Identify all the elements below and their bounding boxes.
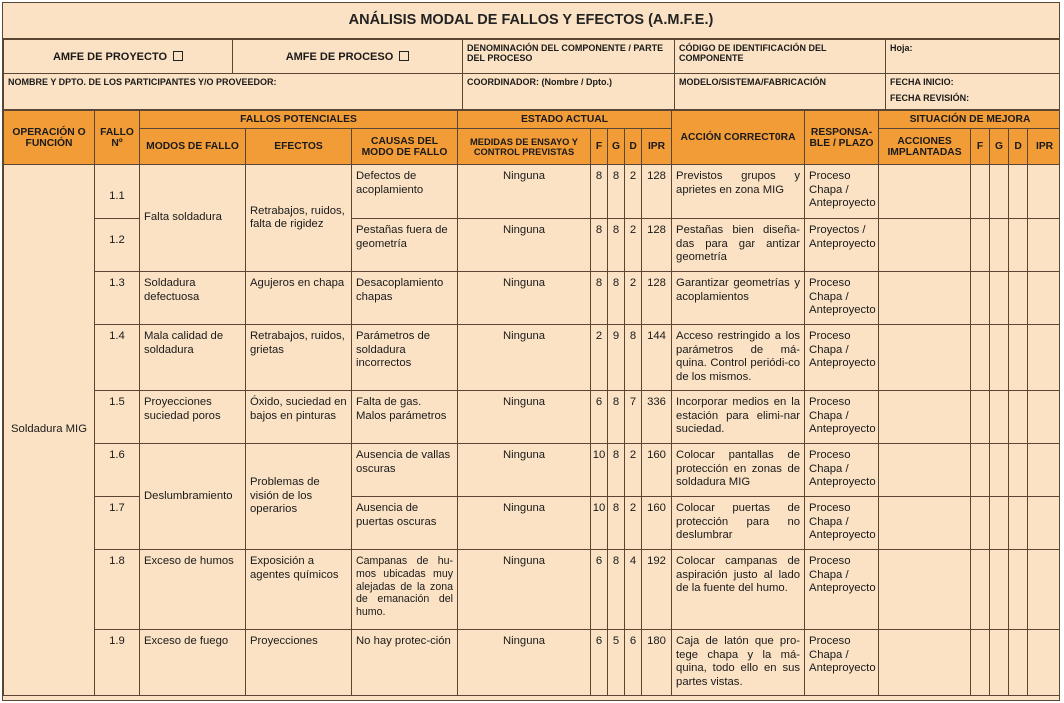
- modo-cell: Soldadura defectuosa: [140, 272, 246, 325]
- amfe-proyecto-checkbox[interactable]: [173, 51, 183, 61]
- d2-cell[interactable]: [1009, 325, 1028, 391]
- efecto-cell: Retrabajos, ruidos, grietas: [246, 325, 352, 391]
- medida-cell: Ninguna: [458, 272, 591, 325]
- ipr-cell: 128: [642, 219, 672, 272]
- amfe-proceso-label: AMFE DE PROCESO: [285, 51, 394, 63]
- modo-cell: Falta soldadura: [140, 165, 246, 272]
- ipr-cell: 160: [642, 497, 672, 550]
- causa-cell: Falta de gas. Malos parámetros: [352, 391, 458, 444]
- implantadas-cell[interactable]: [879, 165, 971, 219]
- ipr2-cell[interactable]: [1028, 391, 1060, 444]
- g-cell: 5: [608, 630, 625, 696]
- causa-cell: Ausencia de puertas oscuras: [352, 497, 458, 550]
- ipr2-cell[interactable]: [1028, 550, 1060, 630]
- d2-cell[interactable]: [1009, 219, 1028, 272]
- col-modos: MODOS DE FALLO: [140, 129, 246, 165]
- causa-cell: Pestañas fuera de geometría: [352, 219, 458, 272]
- f-cell: 6: [591, 630, 608, 696]
- modo-cell: Mala calidad de soldadura: [140, 325, 246, 391]
- causa-cell: No hay protec-ción: [352, 630, 458, 696]
- f-cell: 10: [591, 497, 608, 550]
- causa-cell: Desacoplamiento chapas: [352, 272, 458, 325]
- causa-cell: Parámetros de soldadura incorrectos: [352, 325, 458, 391]
- d-cell: 2: [625, 219, 642, 272]
- accion-cell: Pestañas bien diseña-das para gar antizar geometría: [672, 219, 805, 272]
- fallo-cell: 1.9: [95, 630, 140, 696]
- resp-cell: Proceso Chapa / Anteproyecto: [805, 630, 879, 696]
- modo-cell: Exceso de fuego: [140, 630, 246, 696]
- f-cell: 8: [591, 165, 608, 219]
- g-cell: 8: [608, 497, 625, 550]
- ipr-cell: 160: [642, 444, 672, 497]
- d-cell: 2: [625, 272, 642, 325]
- efecto-cell: Óxido, suciedad en bajos en pinturas: [246, 391, 352, 444]
- resp-cell: Proceso Chapa / Anteproyecto: [805, 550, 879, 630]
- resp-cell: Proceso Chapa / Anteproyecto: [805, 272, 879, 325]
- g2-cell[interactable]: [990, 325, 1009, 391]
- table-row: [4, 630, 1061, 696]
- col-d: D: [625, 129, 642, 165]
- col-efectos: EFECTOS: [246, 129, 352, 165]
- col-g: G: [608, 129, 625, 165]
- d2-cell[interactable]: [1009, 550, 1028, 630]
- col-group-estado: ESTADO ACTUAL: [458, 111, 672, 129]
- info-header: [3, 39, 1060, 110]
- medida-cell: Ninguna: [458, 219, 591, 272]
- d-cell: 2: [625, 165, 642, 219]
- amfe-proceso-checkbox[interactable]: [399, 51, 409, 61]
- implantadas-cell[interactable]: [879, 550, 971, 630]
- ipr-cell: 336: [642, 391, 672, 444]
- efecto-cell: Agujeros en chapa: [246, 272, 352, 325]
- efecto-cell: Retrabajos, ruidos, falta de rigidez: [246, 165, 352, 272]
- amfe-proceso-option[interactable]: [233, 40, 463, 74]
- sheet-title: ANÁLISIS MODAL DE FALLOS Y EFECTOS (A.M.F.E.): [3, 3, 1059, 39]
- modo-cell: Deslumbramiento: [140, 444, 246, 550]
- codigo-field[interactable]: CÓDIGO DE IDENTIFICACIÓN DEL COMPONENTE: [675, 40, 886, 74]
- fallo-cell: 1.8: [95, 550, 140, 630]
- accion-cell: Previstos grupos y aprietes en zona MIG: [672, 165, 805, 219]
- col-operacion: OPERACIÓN O FUNCIÓN: [4, 111, 95, 165]
- d-cell: 2: [625, 497, 642, 550]
- ipr2-cell[interactable]: [1028, 219, 1060, 272]
- col-g2: G: [990, 129, 1009, 165]
- f2-cell[interactable]: [971, 444, 990, 497]
- implantadas-cell[interactable]: [879, 497, 971, 550]
- table-row: [4, 444, 1061, 497]
- fecha-revision-label: FECHA REVISIÓN:: [890, 93, 970, 103]
- ipr2-cell[interactable]: [1028, 497, 1060, 550]
- f2-cell[interactable]: [971, 391, 990, 444]
- resp-cell: Proceso Chapa / Anteproyecto: [805, 165, 879, 219]
- d2-cell[interactable]: [1009, 272, 1028, 325]
- g2-cell[interactable]: [990, 497, 1009, 550]
- col-group-fallos: FALLOS POTENCIALES: [140, 111, 458, 129]
- medida-cell: Ninguna: [458, 630, 591, 696]
- g-cell: 8: [608, 391, 625, 444]
- amfe-proyecto-option[interactable]: [4, 40, 233, 74]
- operacion-cell: Soldadura MIG: [4, 165, 95, 696]
- accion-cell: Acceso restringido a los parámetros de má-quina. Control periódi-co de los mismos.: [672, 325, 805, 391]
- ipr2-cell[interactable]: [1028, 444, 1060, 497]
- accion-cell: Colocar pantallas de protección en zonas de soldadura MIG: [672, 444, 805, 497]
- modo-cell: Exceso de humos: [140, 550, 246, 630]
- causa-cell: Defectos de acoplamiento: [352, 165, 458, 219]
- medida-cell: Ninguna: [458, 391, 591, 444]
- modo-cell: Proyecciones suciedad poros: [140, 391, 246, 444]
- table-row: [4, 550, 1061, 630]
- resp-cell: Proceso Chapa / Anteproyecto: [805, 497, 879, 550]
- g-cell: 8: [608, 272, 625, 325]
- col-d2: D: [1009, 129, 1028, 165]
- g2-cell[interactable]: [990, 444, 1009, 497]
- fallo-cell: 1.7: [95, 497, 140, 550]
- accion-cell: Garantizar geometrías y acoplamientos: [672, 272, 805, 325]
- resp-cell: Proceso Chapa / Anteproyecto: [805, 444, 879, 497]
- f-cell: 2: [591, 325, 608, 391]
- coordinador-field[interactable]: COORDINADOR: (Nombre / Dpto.): [463, 74, 675, 110]
- accion-cell: Colocar campanas de aspiración justo al lado de la fuente del humo.: [672, 550, 805, 630]
- col-causas: CAUSAS DEL MODO DE FALLO: [352, 129, 458, 165]
- ipr-cell: 144: [642, 325, 672, 391]
- d2-cell[interactable]: [1009, 391, 1028, 444]
- medida-cell: Ninguna: [458, 444, 591, 497]
- efecto-cell: Proyecciones: [246, 630, 352, 696]
- f-cell: 6: [591, 550, 608, 630]
- d-cell: 4: [625, 550, 642, 630]
- f2-cell[interactable]: [971, 550, 990, 630]
- causa-cell: Ausencia de vallas oscuras: [352, 444, 458, 497]
- ipr2-cell[interactable]: [1028, 272, 1060, 325]
- g-cell: 9: [608, 325, 625, 391]
- d2-cell[interactable]: [1009, 165, 1028, 219]
- accion-cell: Incorporar medios en la estación para elimi-nar suciedad.: [672, 391, 805, 444]
- table-row: [4, 272, 1061, 325]
- ipr-cell: 128: [642, 165, 672, 219]
- fechas-field[interactable]: [886, 74, 1061, 110]
- table-row: [4, 391, 1061, 444]
- g2-cell[interactable]: [990, 272, 1009, 325]
- f-cell: 8: [591, 219, 608, 272]
- f-cell: 6: [591, 391, 608, 444]
- ipr-cell: 180: [642, 630, 672, 696]
- col-accion: ACCIÓN CORRECT0RA: [672, 111, 805, 165]
- d-cell: 2: [625, 444, 642, 497]
- d2-cell[interactable]: [1009, 444, 1028, 497]
- fallo-cell: 1.3: [95, 272, 140, 325]
- f-cell: 8: [591, 272, 608, 325]
- g-cell: 8: [608, 444, 625, 497]
- g2-cell[interactable]: [990, 391, 1009, 444]
- medida-cell: Ninguna: [458, 550, 591, 630]
- amfe-sheet: [2, 2, 1060, 701]
- hoja-field[interactable]: Hoja:: [886, 40, 1061, 74]
- implantadas-cell[interactable]: [879, 219, 971, 272]
- col-responsable: RESPONSA-BLE / PLAZO: [805, 111, 879, 165]
- ipr-cell: 192: [642, 550, 672, 630]
- col-ipr2: IPR: [1028, 129, 1060, 165]
- causa-cell: Campanas de hu-mos ubicadas muy alejadas de la zona de emanación del humo.: [352, 550, 458, 630]
- fallo-cell: 1.4: [95, 325, 140, 391]
- medida-cell: Ninguna: [458, 325, 591, 391]
- table-row: [4, 325, 1061, 391]
- implantadas-cell[interactable]: [879, 272, 971, 325]
- g2-cell[interactable]: [990, 219, 1009, 272]
- amfe-proyecto-label: AMFE DE PROYECTO: [52, 51, 168, 63]
- d-cell: 7: [625, 391, 642, 444]
- fecha-inicio-label: FECHA INICIO:: [890, 77, 954, 87]
- fallo-cell: 1.1: [95, 165, 140, 219]
- f2-cell[interactable]: [971, 325, 990, 391]
- g-cell: 8: [608, 165, 625, 219]
- f-cell: 10: [591, 444, 608, 497]
- col-acciones-implantadas: ACCIONES IMPLANTADAS: [879, 129, 971, 165]
- medida-cell: Ninguna: [458, 497, 591, 550]
- col-group-situacion: SITUACIÓN DE MEJORA: [879, 111, 1060, 129]
- implantadas-cell[interactable]: [879, 630, 971, 696]
- resp-cell: Proceso Chapa / Anteproyecto: [805, 325, 879, 391]
- ipr2-cell[interactable]: [1028, 325, 1060, 391]
- implantadas-cell[interactable]: [879, 325, 971, 391]
- g2-cell[interactable]: [990, 165, 1009, 219]
- accion-cell: Colocar puertas de protección para no deslumbrar: [672, 497, 805, 550]
- modelo-field[interactable]: MODELO/SISTEMA/FABRICACIÓN: [675, 74, 886, 110]
- d2-cell[interactable]: [1009, 630, 1028, 696]
- col-fallo-n: FALLO Nº: [95, 111, 140, 165]
- f2-cell[interactable]: [971, 165, 990, 219]
- efecto-cell: Problemas de visión de los operarios: [246, 444, 352, 550]
- resp-cell: Proyectos / Anteproyecto: [805, 219, 879, 272]
- col-f2: F: [971, 129, 990, 165]
- f2-cell[interactable]: [971, 497, 990, 550]
- f2-cell[interactable]: [971, 630, 990, 696]
- implantadas-cell[interactable]: [879, 444, 971, 497]
- resp-cell: Proceso Chapa / Anteproyecto: [805, 391, 879, 444]
- accion-cell: Caja de latón que pro-tege chapa y la má-quina, todo ello en sus partes vistas.: [672, 630, 805, 696]
- f2-cell[interactable]: [971, 272, 990, 325]
- d-cell: 8: [625, 325, 642, 391]
- implantadas-cell[interactable]: [879, 391, 971, 444]
- efecto-cell: Exposición a agentes químicos: [246, 550, 352, 630]
- medida-cell: Ninguna: [458, 165, 591, 219]
- participantes-field[interactable]: NOMBRE Y DPTO. DE LOS PARTICIPANTES Y/O PROVEEDOR:: [4, 74, 463, 110]
- col-medidas: MEDIDAS DE ENSAYO Y CONTROL PREVISTAS: [458, 129, 591, 165]
- amfe-table: [3, 110, 1060, 696]
- g2-cell[interactable]: [990, 630, 1009, 696]
- g-cell: 8: [608, 550, 625, 630]
- g2-cell[interactable]: [990, 550, 1009, 630]
- fallo-cell: 1.6: [95, 444, 140, 497]
- table-row: [4, 165, 1061, 219]
- ipr2-cell[interactable]: [1028, 630, 1060, 696]
- d2-cell[interactable]: [1009, 497, 1028, 550]
- col-f: F: [591, 129, 608, 165]
- ipr2-cell[interactable]: [1028, 165, 1060, 219]
- ipr-cell: 128: [642, 272, 672, 325]
- d-cell: 6: [625, 630, 642, 696]
- fallo-cell: 1.2: [95, 219, 140, 272]
- g-cell: 8: [608, 219, 625, 272]
- fallo-cell: 1.5: [95, 391, 140, 444]
- f2-cell[interactable]: [971, 219, 990, 272]
- col-ipr: IPR: [642, 129, 672, 165]
- denominacion-field[interactable]: DENOMINACIÓN DEL COMPONENTE / PARTE DEL PROCESO: [463, 40, 675, 74]
